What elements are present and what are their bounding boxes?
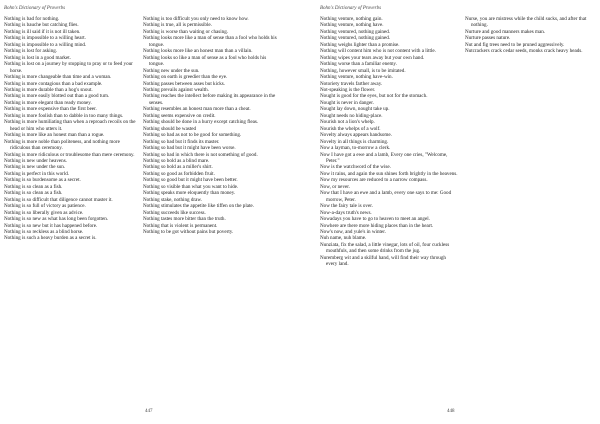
proverb-entry: Nothing venture, nothing gain. bbox=[320, 16, 383, 22]
proverb-entry: Nothing that is violent is permanent. bbox=[143, 222, 218, 229]
proverb-entry: Nothing looks more like an honest man than a villain. bbox=[143, 48, 253, 55]
proverb-entry: Nothing worse than a familiar enemy. bbox=[320, 61, 397, 68]
proverb-entry: Nothing is so new but it has happened before. bbox=[4, 222, 98, 229]
proverb-entry: Nothing is so clean as a fish. bbox=[4, 183, 63, 190]
proverb-entry: Nothing should be wasted bbox=[143, 125, 197, 132]
proverb-entry: Nothing seems expensive on credit. bbox=[143, 112, 216, 119]
proverb-entry: Nothing is lost for asking. bbox=[4, 48, 58, 55]
proverb-entry: Novelty always appears handsome. bbox=[320, 132, 392, 139]
proverb-entry: Not-speaking is the flower. bbox=[320, 86, 376, 93]
proverb-entry: Nothing venture, nothing have. bbox=[320, 22, 384, 29]
proverb-entry: Nothing is more durable than a hog's snout. bbox=[4, 86, 93, 93]
proverb-entry: Nothing is such a heavy burden as a secret is. bbox=[4, 235, 97, 242]
proverb-entry: Nothing wipes your tears away but your own hand. bbox=[320, 54, 425, 61]
proverb-entry: Nothing venture, nothing have-win. bbox=[320, 74, 393, 81]
proverb-entry: Nothing so bold as a blind mare. bbox=[143, 157, 210, 164]
proverb-entry: Nothing so bad but it finds its master. bbox=[143, 138, 220, 145]
entry-column-2 bbox=[465, 16, 591, 55]
proverb-entry: Nut and fig trees need to be pruned aggressively. bbox=[465, 41, 565, 48]
proverb-entry: Nothing is so new as what has long been forgotten. bbox=[4, 216, 109, 223]
proverb-entry: Nothing is bad for nothing. bbox=[4, 16, 60, 22]
proverb-entry: Nothing reaches the intellect before making its appearance in the senses. bbox=[143, 93, 276, 106]
proverb-entry: Now's now, and yule's in winter. bbox=[320, 228, 386, 235]
proverb-entry: Notoriety travels farther away. bbox=[320, 80, 383, 87]
proverb-entry: Now that I have an ewe and a lamb, every one says to me: Good morrow, Peter. bbox=[320, 190, 452, 203]
proverb-entry: Nothing is new under heavens. bbox=[4, 157, 67, 164]
proverb-entry: Nurture and good manners makes man. bbox=[465, 28, 546, 35]
proverb-entry: Nothing is new under the sun. bbox=[4, 164, 66, 171]
proverb-entry: Novelty in all things is charming. bbox=[320, 138, 389, 145]
proverb-entry: Now-a-days truth's news. bbox=[320, 209, 372, 216]
proverb-entry: Nurture passes nature. bbox=[465, 35, 511, 42]
proverb-entry: Now I have got a ewe and a lamb, Every one cries, "Welcome, Peter." bbox=[320, 151, 448, 164]
proverb-entry: Nunziata, fix the salad, a little vinegar, lots of oil, four cuckless mouthfuls, and then some drinks from the jug. bbox=[320, 241, 450, 255]
entry-column-2 bbox=[143, 16, 277, 235]
proverb-entry: Nothing is so liberally given as advice. bbox=[4, 209, 84, 216]
proverb-entry: Nothing, however small, is to be imitated. bbox=[320, 67, 406, 74]
proverb-entry: Nought is good for the eyes, but not for the stomach. bbox=[320, 93, 428, 100]
proverb-entry: Nothing is more contagious than a bad example. bbox=[4, 80, 103, 87]
running-header: Bohn's Dictionary of Proverbs bbox=[320, 6, 382, 11]
proverb-entry: Nothing ventured, nothing gained. bbox=[320, 35, 391, 42]
proverb-entry: Nothing weighs lighter than a promise. bbox=[320, 41, 400, 48]
proverb-entry: Nothing is true, all is permissible. bbox=[143, 22, 212, 29]
proverb-entry: Nothing so good but it might have been better. bbox=[143, 177, 238, 184]
proverb-entry: Nothing is impossible to a willing heart. bbox=[4, 35, 86, 42]
proverb-entry: Nourish not a lion's whelp. bbox=[320, 119, 375, 126]
proverb-entry: Nothing stake, nothing draw. bbox=[143, 196, 202, 203]
proverb-entry: Nothing on earth is greedier than the eye. bbox=[143, 74, 228, 81]
proverb-entry: Nuremberg wit and a skilful hand, will find their way through every land. bbox=[320, 254, 446, 268]
proverb-entry: Nought lay down, nought take up. bbox=[320, 106, 390, 113]
proverb-entry: Nothing stimulates the appetite like tiffen on the plate. bbox=[143, 203, 254, 210]
proverb-entry: Nothing ventured, nothing gained. bbox=[320, 28, 391, 35]
proverb-entry: Nothing is so clean as a fish. bbox=[4, 190, 63, 197]
proverb-entry: Nothing is more noble than politeness, and nothing more ridiculous than ceremony. bbox=[4, 138, 120, 152]
proverb-entry: Nothing is so full of victory as patience. bbox=[4, 203, 86, 210]
proverb-entry: Nothing is more easily blotted out than a good turn. bbox=[4, 93, 110, 100]
proverb-entry: Nothing should be done in a hurry except catching fleas. bbox=[143, 119, 259, 126]
proverb-entry: Nothing is more foolish than to dabble in too many things. bbox=[4, 112, 124, 119]
proverb-entry: Nothing prevails against wealth. bbox=[143, 86, 209, 93]
proverb-entry: Nothing new under the sun. bbox=[143, 67, 200, 74]
proverb-entry: Nothing is bauche but catching flies. bbox=[4, 22, 79, 29]
proverb-entry: Nothing so bad as not to be good for something. bbox=[143, 132, 242, 139]
proverb-entry: Nothing will content him who is not content with a little. bbox=[320, 48, 436, 55]
right-page bbox=[300, 0, 600, 424]
proverb-entry: Nothing looks more like a man of sense than a fool who holds his tongue. bbox=[143, 35, 277, 48]
proverb-entry: Nothing is more expensive than the first beer. bbox=[4, 106, 97, 113]
proverb-entry: Nuh name, nuh blame. bbox=[320, 235, 367, 242]
proverb-entry: Nothing looks so like a man of sense as a fool who holds his tongue. bbox=[143, 54, 267, 68]
proverb-entry: Nothing succeeds like success. bbox=[143, 209, 206, 216]
proverb-entry: Nowadays you have to go to heaven to meet an angel. bbox=[320, 216, 430, 223]
proverb-entry: Nought is never in danger. bbox=[320, 99, 374, 106]
proverb-entry: Now, or never. bbox=[320, 183, 350, 190]
proverb-entry: Now it rains, and again the sun shines forth brightly in the heavens. bbox=[320, 170, 458, 177]
proverb-entry: Now is the watchword of the wise. bbox=[320, 164, 391, 171]
proverb-entry: Nothing so bad but it might have been worse. bbox=[143, 145, 236, 152]
proverb-entry: Nothing is lost on a journey by stopping to pray or to feed your horse. bbox=[4, 61, 133, 74]
proverb-entry: Nothing is lost in a good market. bbox=[4, 54, 71, 61]
proverb-entry: Nothing so bold as a miller's shirt. bbox=[143, 164, 213, 171]
proverb-entry: Nothing is more changeable than time and a woman. bbox=[4, 74, 112, 81]
proverb-entry: Nothing is so difficult that diligence cannot master it. bbox=[4, 196, 113, 203]
proverb-entry: Nothing speaks more eloquently than money. bbox=[143, 190, 236, 197]
entry-column-1 bbox=[4, 16, 137, 242]
proverb-entry: Nothing so bad in which there is not something of good. bbox=[143, 151, 258, 158]
proverb-entry: Nothing is ill said if it is not ill taken. bbox=[4, 28, 81, 35]
entry-column-1 bbox=[320, 16, 458, 268]
proverb-entry: Nothing is worse than waiting or chasing. bbox=[143, 28, 229, 35]
proverb-entry: Nurse, you are mistress while the child sucks, and after that nothing. bbox=[465, 16, 587, 29]
proverb-entry: Nothing is so burdensome as a secret. bbox=[4, 177, 81, 184]
proverb-entry: Nutcrackers crack cedar seeds, monks crack heavy heads. bbox=[465, 48, 583, 55]
proverb-entry: Nothing resembles an honest man more than a cheat. bbox=[143, 106, 251, 113]
page-number: 447 bbox=[145, 409, 153, 414]
proverb-entry: Nothing so visible than what you want to hide. bbox=[143, 183, 239, 190]
proverb-entry: Nothing tastes more bitter than the truth. bbox=[143, 216, 226, 223]
proverb-entry: Now my resources are reduced to a narrow compass. bbox=[320, 177, 428, 184]
page-number: 448 bbox=[447, 409, 455, 414]
proverb-entry: Nowhere are there more hiding places than in the heart. bbox=[320, 222, 434, 229]
proverb-entry: Nothing to be got without pains but poverty. bbox=[143, 228, 234, 235]
proverb-entry: Nothing is more like an honest man than a rogue. bbox=[4, 132, 105, 139]
proverb-entry: Nothing is more ridiculous or troublesome than mere ceremony. bbox=[4, 151, 135, 158]
proverb-entry: Nothing is impossible to a willing mind. bbox=[4, 41, 87, 48]
proverb-entry: Nourish the whelps of a wolf. bbox=[320, 125, 381, 132]
proverb-entry: Nothing is perfect in this world. bbox=[4, 170, 70, 177]
proverb-entry: Nought needs no hiding-place. bbox=[320, 112, 383, 119]
proverb-entry: Nothing is more elegant than ready money. bbox=[4, 99, 92, 106]
proverb-entry: Nothing so good as forbidden fruit. bbox=[143, 170, 215, 177]
proverb-entry: Now a layman, to-morrow a clerk. bbox=[320, 145, 391, 152]
proverb-entry: Nothing is too difficult you only need to know how. bbox=[143, 16, 249, 22]
proverb-entry: Nothing is more humiliating than when a reproach recoils on the head or him who utters it. bbox=[4, 119, 136, 132]
proverb-entry: Now the fairy tale is over. bbox=[320, 203, 373, 210]
running-header: Bohn's Dictionary of Proverbs bbox=[4, 6, 66, 11]
proverb-entry: Nothing is so reckless as a blind horse. bbox=[4, 228, 84, 235]
proverb-entry: Nothing passes between asses but kicks. bbox=[143, 80, 226, 87]
